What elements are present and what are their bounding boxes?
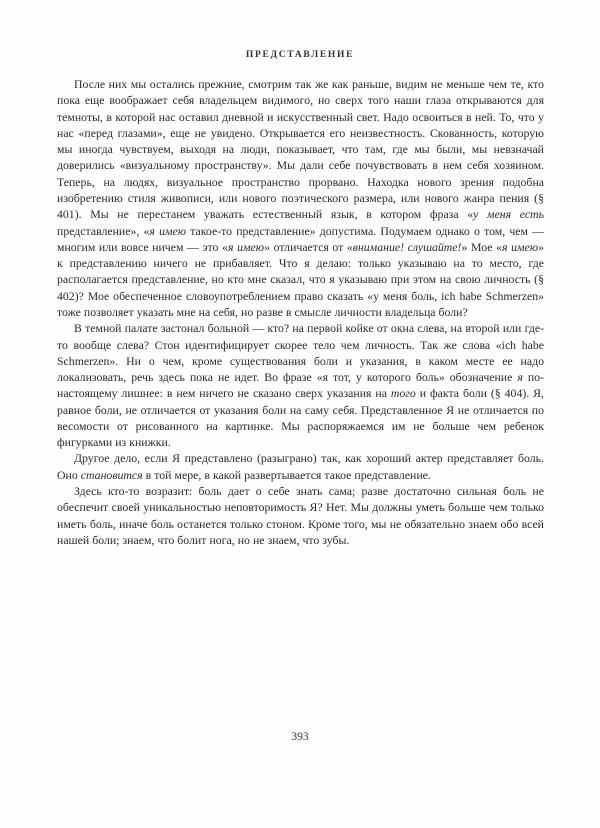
page-number: 393 (291, 731, 309, 743)
text-run: » Мое « (461, 239, 502, 254)
text-run: Другое дело, если Я представлено (разыграно) так, как хороший актер представляет боль. Оно (57, 451, 544, 482)
body-paragraph (57, 483, 544, 548)
body-paragraph (57, 76, 544, 320)
text-run: в той мере, в какой развертывается такое представление. (142, 467, 431, 482)
body-paragraph (57, 320, 544, 450)
body-paragraph (57, 450, 544, 483)
text-run: по-настоящему лишнее: в нем ничего не сказано сверх указания на (57, 370, 544, 401)
emphasis-run: я (517, 370, 523, 385)
text-run: После них мы остались прежние, смотрим так же как раньше, видим не меньше чем те, кто пока еще воображает себя владельцем видимого, но сверх того наши глаза открываются для темноты, в которой нас оставил дневной и искусственный свет. Надо освоиться в ней. То, что у нас «перед глазами», еще не увидено. Открывается его неизвестность. Скованность, которую мы иногда чувствуем, выходя на люди, показывает, что там, где мы были, мы невзначай доверились «визуальному пространству». Мы дали себе почувствовать в нем себя хозяином. Теперь, на людях, визуальное пространство прорвано. Находка нового зрения подобна изобретению стиля живописи, или нового поэтического размера, или нового жанра пения (§ 401). Мы не перестанем уважать естественный язык, в котором фраза « (57, 77, 544, 222)
emphasis-run: у меня есть (473, 207, 544, 222)
text-run: » к представлению ничего не прибавляет. Что я делаю: только указываю на то место, где располагается представление, но кто мне сказал, что я указываю при этом на свою личность (§ 402)? Мое обеспеченное словоупотреблением право сказать «у меня боль, ich habe Schmerzen» тоже позволяет указать мне на себя, но разве в смысле личности владельца боли? (57, 239, 544, 319)
emphasis-run: становится (80, 467, 143, 482)
text-run: и факта боли (§ 404). Я, равное боли, не отличается от указания боли на саму себя. Представленное Я не отличается по весомости от рисованного на картинке. Мы распоряжаемся им не больше чем ребенок фигурками из книжки. (57, 386, 544, 450)
text-run: » отличается от « (264, 239, 353, 254)
text-run: такое-то представление» допустима. Подумаем однако о том, чем — многим или вовсе ничем — это « (57, 223, 544, 254)
running-head: ПРЕДСТАВЛЕНИЕ (245, 50, 355, 60)
text-run: представление», « (57, 223, 150, 238)
emphasis-run: того (390, 386, 416, 401)
emphasis-run: внимание! слушайте! (352, 239, 462, 254)
emphasis-run: я имею (149, 223, 187, 238)
text-run: Здесь кто-то возразит: боль дает о себе знать сама; разве достаточно сильная боль не обеспечит своей уникальностью неповторимость Я? Нет. Мы должны уметь больше чем только иметь боль, иначе боль останется только стоном. Кроме того, мы не обязательно знаем обо всей нашей боли; знаем, что болит нога, но не знаем, что зубы. (57, 484, 544, 547)
emphasis-run: я имею (227, 239, 265, 254)
emphasis-run: я имею (502, 239, 539, 254)
body-text-block (57, 76, 544, 548)
text-run: В темной палате застонал больной — кто? на первой койке от окна слева, на второй или где-то вообще слева? Стон идентифицирует скорее тело чем личность. Так же слова «ich habe Schmerzen». Ни о чем, кроме существования боли и указания, в каком месте ее надо локализовать, речь здесь пока не идет. Во фразе «я тот, у которого боль» обозначение (57, 321, 544, 385)
